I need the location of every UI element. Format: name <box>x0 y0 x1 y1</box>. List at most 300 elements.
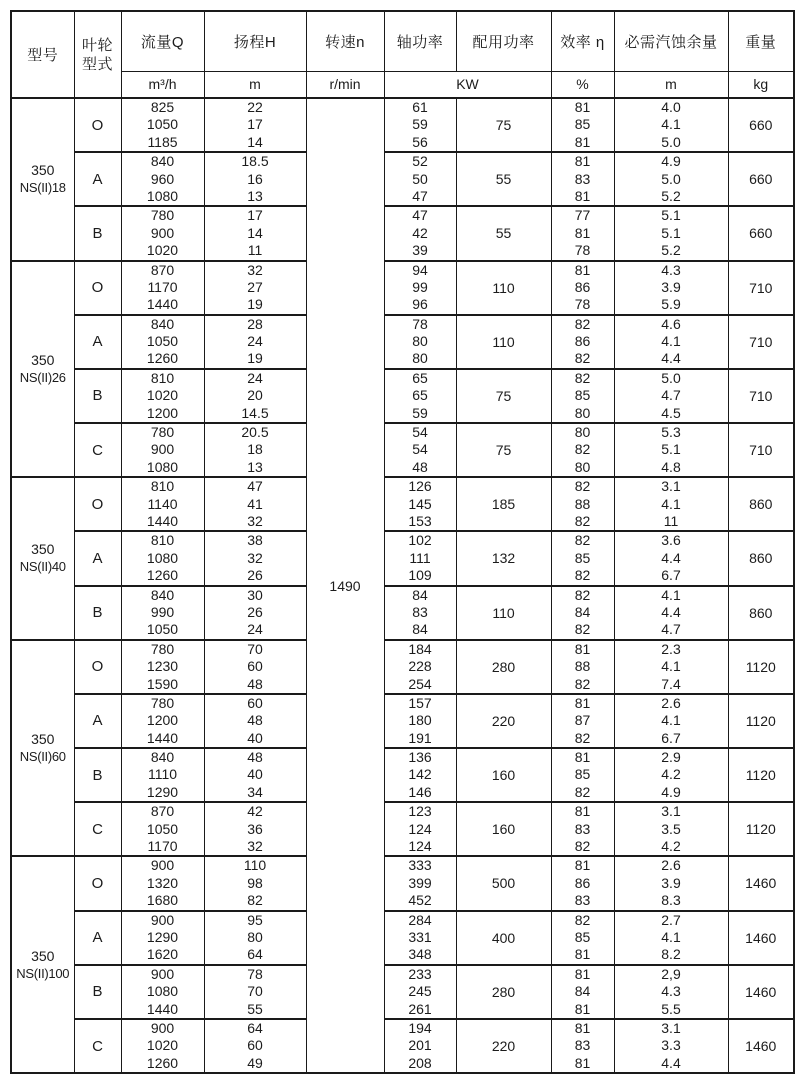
value-line: 14.5 <box>241 404 269 421</box>
value-line: 1590 <box>146 675 179 692</box>
shaft-power-cell <box>384 531 456 585</box>
model-line: 350 <box>31 947 55 964</box>
value-line: 4.9 <box>661 153 681 170</box>
value-line: 20 <box>247 387 263 404</box>
header-weight: 重量 <box>728 11 794 71</box>
value-line: 80 <box>574 424 591 441</box>
value-line: 81 <box>574 133 591 150</box>
efficiency-cell <box>551 315 614 369</box>
npsh-cell <box>614 152 728 206</box>
value-line: 81 <box>574 640 591 657</box>
value-line: 70 <box>247 983 263 1000</box>
value-line: 81 <box>574 261 591 278</box>
value-line: 4.4 <box>661 350 681 367</box>
head-cell <box>204 965 306 1019</box>
head-cell <box>204 856 306 910</box>
model-line: NS(II)26 <box>19 369 66 385</box>
efficiency-cell <box>551 423 614 477</box>
flow-cell <box>121 531 204 585</box>
unit-efficiency: % <box>551 71 614 98</box>
rated-power-cell: 400 <box>456 911 551 965</box>
npsh-cell <box>614 856 728 910</box>
value-line: 184 <box>408 640 432 657</box>
value-line: 191 <box>408 729 432 746</box>
spec-row <box>11 206 794 260</box>
header-shaft-power: 轴功率 <box>384 11 456 71</box>
rated-power-cell: 75 <box>456 423 551 477</box>
value-line: 1080 <box>146 187 179 204</box>
unit-power: KW <box>384 71 551 98</box>
rated-power-cell: 110 <box>456 315 551 369</box>
efficiency-cell <box>551 802 614 856</box>
header-title-row <box>11 11 794 71</box>
value-line: 1440 <box>146 512 179 529</box>
value-line: 84 <box>412 586 428 603</box>
head-cell <box>204 586 306 640</box>
npsh-cell <box>614 315 728 369</box>
value-line: 78 <box>574 242 591 259</box>
value-line: 84 <box>574 983 591 1000</box>
value-line: 1020 <box>146 242 179 259</box>
impeller-cell: C <box>74 802 121 856</box>
value-line: 83 <box>574 1037 591 1054</box>
weight-cell: 710 <box>728 423 794 477</box>
shaft-power-cell <box>384 965 456 1019</box>
value-line: 5.2 <box>661 187 681 204</box>
value-line: 840 <box>150 749 175 766</box>
impeller-cell: A <box>74 152 121 206</box>
spec-row <box>11 640 794 694</box>
value-line: 4.7 <box>661 387 681 404</box>
model-line: NS(II)18 <box>19 180 66 196</box>
value-line: 82 <box>574 783 591 800</box>
value-line: 3.1 <box>661 1019 681 1036</box>
spec-row <box>11 911 794 965</box>
npsh-cell <box>614 1019 728 1073</box>
value-line: 81 <box>574 99 591 115</box>
value-line: 5.1 <box>661 224 681 241</box>
value-line: 14 <box>247 133 263 150</box>
value-line: 82 <box>574 621 591 638</box>
value-line: 80 <box>574 458 591 475</box>
value-line: 1290 <box>146 783 179 800</box>
value-line: 95 <box>247 911 263 928</box>
spec-row <box>11 694 794 748</box>
impeller-cell: B <box>74 369 121 423</box>
npsh-cell <box>614 748 728 802</box>
spec-row <box>11 748 794 802</box>
value-line: 82 <box>574 567 591 584</box>
value-line: 86 <box>574 278 591 295</box>
impeller-cell: O <box>74 477 121 531</box>
npsh-cell <box>614 98 728 152</box>
value-line: 810 <box>150 369 175 386</box>
value-line: 24 <box>247 369 263 386</box>
value-line: 8.3 <box>661 892 681 909</box>
value-line: 47 <box>412 207 428 224</box>
value-line: 145 <box>408 495 432 512</box>
head-cell <box>204 369 306 423</box>
value-line: 60 <box>247 694 263 711</box>
flow-cell <box>121 802 204 856</box>
shaft-power-cell <box>384 856 456 910</box>
unit-speed: r/min <box>306 71 384 98</box>
rated-power-cell: 280 <box>456 640 551 694</box>
speed-cell: 1490 <box>306 98 384 1073</box>
model-line: NS(II)60 <box>19 749 66 765</box>
value-line: 4.3 <box>661 261 681 278</box>
value-line: 65 <box>412 387 428 404</box>
weight-cell: 860 <box>728 531 794 585</box>
value-line: 109 <box>408 567 432 584</box>
value-line: 1020 <box>146 387 179 404</box>
value-line: 65 <box>412 369 428 386</box>
impeller-cell: A <box>74 315 121 369</box>
value-line: 4.6 <box>661 315 681 332</box>
value-line: 254 <box>408 675 432 692</box>
value-line: 82 <box>574 729 591 746</box>
rated-power-cell: 110 <box>456 586 551 640</box>
value-line: 1050 <box>146 116 179 133</box>
value-line: 780 <box>150 694 175 711</box>
value-line: 81 <box>574 224 591 241</box>
value-line: 34 <box>247 783 263 800</box>
value-line: 4.1 <box>661 333 681 350</box>
spec-row <box>11 315 794 369</box>
head-cell <box>204 531 306 585</box>
value-line: 60 <box>247 1037 263 1054</box>
value-line: 5.0 <box>661 133 681 150</box>
flow-cell <box>121 694 204 748</box>
value-line: 19 <box>247 350 263 367</box>
spec-row <box>11 369 794 423</box>
flow-cell <box>121 965 204 1019</box>
value-line: 81 <box>574 965 591 982</box>
rated-power-cell: 55 <box>456 206 551 260</box>
spec-row <box>11 152 794 206</box>
value-line: 81 <box>574 187 591 204</box>
header-flow: 流量Q <box>121 11 204 71</box>
value-line: 18 <box>247 441 263 458</box>
model-cell <box>11 261 74 478</box>
value-line: 47 <box>412 187 428 204</box>
value-line: 80 <box>412 350 428 367</box>
flow-cell <box>121 261 204 315</box>
shaft-power-cell <box>384 152 456 206</box>
value-line: 78 <box>574 296 591 313</box>
table-body <box>11 98 794 1073</box>
value-line: 452 <box>408 892 432 909</box>
value-line: 2.6 <box>661 857 681 874</box>
value-line: 7.4 <box>661 675 681 692</box>
value-line: 194 <box>408 1019 432 1036</box>
rated-power-cell: 280 <box>456 965 551 1019</box>
model-line: NS(II)100 <box>16 965 70 981</box>
value-line: 4.9 <box>661 783 681 800</box>
header-rated-power: 配用功率 <box>456 11 551 71</box>
model-cell <box>11 640 74 857</box>
value-line: 111 <box>409 549 431 566</box>
shaft-power-cell <box>384 261 456 315</box>
flow-cell <box>121 206 204 260</box>
value-line: 82 <box>574 441 591 458</box>
value-line: 960 <box>150 170 175 187</box>
npsh-cell <box>614 261 728 315</box>
value-line: 26 <box>247 603 263 620</box>
value-line: 1080 <box>146 549 179 566</box>
efficiency-cell <box>551 206 614 260</box>
weight-cell: 660 <box>728 152 794 206</box>
value-line: 83 <box>412 603 428 620</box>
head-cell <box>204 315 306 369</box>
value-line: 2.7 <box>661 911 681 928</box>
value-line: 98 <box>247 874 263 891</box>
value-line: 1320 <box>146 874 179 891</box>
value-line: 1440 <box>146 296 179 313</box>
value-line: 61 <box>412 99 428 115</box>
value-line: 59 <box>412 116 428 133</box>
weight-cell: 1120 <box>728 694 794 748</box>
value-line: 2,9 <box>661 965 681 982</box>
value-line: 245 <box>408 983 432 1000</box>
rated-power-cell: 75 <box>456 369 551 423</box>
npsh-cell <box>614 802 728 856</box>
flow-cell <box>121 477 204 531</box>
efficiency-cell <box>551 856 614 910</box>
weight-cell: 1120 <box>728 802 794 856</box>
value-line: 1230 <box>146 658 179 675</box>
value-line: 20.5 <box>241 424 269 441</box>
header-model: 型号 <box>11 11 74 98</box>
value-line: 64 <box>247 1019 263 1036</box>
npsh-cell <box>614 965 728 1019</box>
unit-weight: kg <box>728 71 794 98</box>
head-cell <box>204 206 306 260</box>
value-line: 331 <box>408 928 432 945</box>
value-line: 4.1 <box>661 495 681 512</box>
value-line: 81 <box>574 749 591 766</box>
efficiency-cell <box>551 586 614 640</box>
value-line: 4.2 <box>661 838 681 855</box>
value-line: 99 <box>412 278 428 295</box>
head-cell <box>204 694 306 748</box>
value-line: 1290 <box>146 928 179 945</box>
value-line: 3.6 <box>661 532 681 549</box>
value-line: 39 <box>412 242 428 259</box>
value-line: 83 <box>574 892 591 909</box>
value-line: 82 <box>574 478 591 495</box>
value-line: 85 <box>574 116 591 133</box>
rated-power-cell: 500 <box>456 856 551 910</box>
value-line: 52 <box>412 153 428 170</box>
value-line: 870 <box>150 803 175 820</box>
value-line: 59 <box>412 404 428 421</box>
value-line: 153 <box>408 512 432 529</box>
table-header <box>11 11 794 98</box>
value-line: 900 <box>150 857 175 874</box>
shaft-power-cell <box>384 802 456 856</box>
shaft-power-cell <box>384 477 456 531</box>
rated-power-cell: 75 <box>456 98 551 152</box>
head-cell <box>204 640 306 694</box>
rated-power-cell: 160 <box>456 802 551 856</box>
value-line: 1260 <box>146 350 179 367</box>
value-line: 81 <box>574 1000 591 1017</box>
spec-row <box>11 477 794 531</box>
value-line: 228 <box>408 658 432 675</box>
npsh-cell <box>614 586 728 640</box>
rated-power-cell: 132 <box>456 531 551 585</box>
value-line: 11 <box>247 242 263 259</box>
value-line: 16 <box>247 170 263 187</box>
value-line: 47 <box>247 478 263 495</box>
impeller-cell: A <box>74 694 121 748</box>
value-line: 4.4 <box>661 1054 681 1071</box>
value-line: 870 <box>150 261 175 278</box>
value-line: 48 <box>412 458 428 475</box>
value-line: 94 <box>412 261 428 278</box>
flow-cell <box>121 586 204 640</box>
flow-cell <box>121 315 204 369</box>
npsh-cell <box>614 531 728 585</box>
value-line: 82 <box>574 369 591 386</box>
head-cell <box>204 911 306 965</box>
weight-cell: 1460 <box>728 965 794 1019</box>
value-line: 11 <box>663 512 679 529</box>
flow-cell <box>121 98 204 152</box>
value-line: 32 <box>247 838 263 855</box>
value-line: 142 <box>408 766 432 783</box>
value-line: 124 <box>408 820 432 837</box>
value-line: 4.5 <box>661 404 681 421</box>
value-line: 5.0 <box>661 369 681 386</box>
value-line: 1680 <box>146 892 179 909</box>
value-line: 82 <box>574 532 591 549</box>
shaft-power-cell <box>384 423 456 477</box>
value-line: 1140 <box>147 495 178 512</box>
shaft-power-cell <box>384 911 456 965</box>
spec-row <box>11 98 794 152</box>
weight-cell: 860 <box>728 477 794 531</box>
value-line: 4.7 <box>661 621 681 638</box>
value-line: 124 <box>408 838 432 855</box>
value-line: 5.3 <box>661 424 681 441</box>
value-line: 3.1 <box>661 478 681 495</box>
value-line: 80 <box>412 333 428 350</box>
flow-cell <box>121 911 204 965</box>
value-line: 81 <box>574 1054 591 1071</box>
value-line: 6.7 <box>661 567 681 584</box>
weight-cell: 1460 <box>728 856 794 910</box>
value-line: 1080 <box>146 983 179 1000</box>
header-unit-row <box>11 71 794 98</box>
value-line: 38 <box>247 532 263 549</box>
efficiency-cell <box>551 694 614 748</box>
value-line: 77 <box>574 207 591 224</box>
value-line: 54 <box>412 424 428 441</box>
value-line: 5.1 <box>661 207 681 224</box>
spec-row <box>11 856 794 910</box>
value-line: 1080 <box>146 458 179 475</box>
value-line: 84 <box>412 621 428 638</box>
impeller-cell: O <box>74 98 121 152</box>
impeller-cell: A <box>74 911 121 965</box>
value-line: 1050 <box>146 820 179 837</box>
value-line: 180 <box>408 712 432 729</box>
value-line: 1260 <box>146 1054 179 1071</box>
weight-cell: 660 <box>728 206 794 260</box>
value-line: 1170 <box>147 838 178 855</box>
value-line: 81 <box>574 1019 591 1036</box>
value-line: 840 <box>150 586 175 603</box>
value-line: 32 <box>247 512 263 529</box>
value-line: 50 <box>412 170 428 187</box>
unit-flow: m³/h <box>121 71 204 98</box>
value-line: 900 <box>150 1019 175 1036</box>
value-line: 4.0 <box>661 99 681 115</box>
efficiency-cell <box>551 369 614 423</box>
spec-row <box>11 802 794 856</box>
rated-power-cell: 220 <box>456 694 551 748</box>
value-line: 399 <box>408 874 432 891</box>
value-line: 82 <box>574 838 591 855</box>
value-line: 4.2 <box>661 766 681 783</box>
efficiency-cell <box>551 911 614 965</box>
head-cell <box>204 98 306 152</box>
value-line: 2.3 <box>661 640 681 657</box>
npsh-cell <box>614 423 728 477</box>
value-line: 82 <box>247 892 263 909</box>
value-line: 48 <box>247 749 263 766</box>
value-line: 5.2 <box>661 242 681 259</box>
efficiency-cell <box>551 261 614 315</box>
value-line: 4.8 <box>661 458 681 475</box>
shaft-power-cell <box>384 315 456 369</box>
value-line: 780 <box>150 207 175 224</box>
flow-cell <box>121 369 204 423</box>
value-line: 87 <box>574 712 591 729</box>
value-line: 233 <box>408 965 432 982</box>
efficiency-cell <box>551 640 614 694</box>
value-line: 48 <box>247 675 263 692</box>
value-line: 5.9 <box>661 296 681 313</box>
value-line: 123 <box>408 803 432 820</box>
value-line: 24 <box>247 333 263 350</box>
npsh-cell <box>614 369 728 423</box>
npsh-cell <box>614 206 728 260</box>
rated-power-cell: 185 <box>456 477 551 531</box>
head-cell <box>204 477 306 531</box>
header-head: 扬程H <box>204 11 306 71</box>
efficiency-cell <box>551 477 614 531</box>
value-line: 900 <box>150 441 175 458</box>
shaft-power-cell <box>384 1019 456 1073</box>
value-line: 40 <box>247 729 263 746</box>
value-line: 64 <box>247 946 263 963</box>
impeller-cell: B <box>74 586 121 640</box>
value-line: 22 <box>247 99 263 115</box>
value-line: 26 <box>247 567 263 584</box>
value-line: 261 <box>408 1000 432 1017</box>
efficiency-cell <box>551 531 614 585</box>
value-line: 810 <box>150 532 175 549</box>
value-line: 900 <box>150 224 175 241</box>
value-line: 88 <box>574 658 591 675</box>
head-cell <box>204 1019 306 1073</box>
value-line: 82 <box>574 350 591 367</box>
model-cell <box>11 856 74 1073</box>
value-line: 48 <box>247 712 263 729</box>
